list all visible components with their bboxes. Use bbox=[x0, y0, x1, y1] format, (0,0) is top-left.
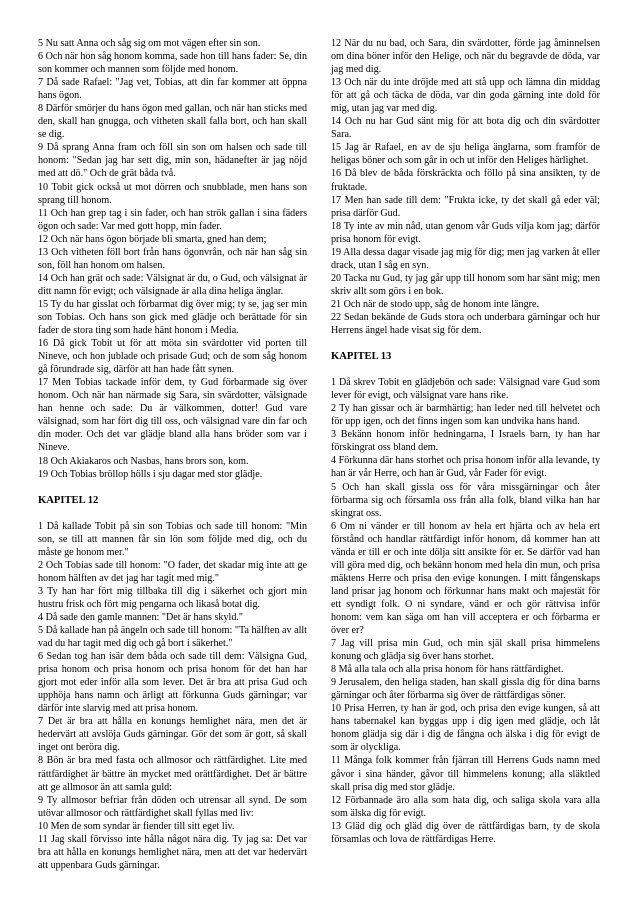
verse: 5 Då kallade han på ängeln och sade till honom: "Ta hälften av allt vad du har tagit med dig och gå bort i säkerhet." bbox=[38, 625, 307, 650]
verse: 12 Förbannade äro alla som hata dig, och saliga skola vara alla som älska dig för evigt. bbox=[331, 794, 600, 819]
verse: 9 Då sprang Anna fram och föll sin son om halsen och sade till honom: "Sedan jag har sett dig, min son, hädanefter är jag nöjd med att dö." Och de grät båda två. bbox=[38, 142, 307, 180]
verse: 2 Ty han gissar och är barmhärtig; han leder ned till helvetet och för upp igen, och det finns ingen som kan undvika hans hand. bbox=[331, 403, 600, 428]
verse: 4 Förkunna där hans storhet och prisa honom inför alla levande, ty han är vår Herre, och han är Gud, vår Fader för evigt. bbox=[331, 455, 600, 480]
verse: 2 Och Tobias sade till honom: "O fader, det skadar mig inte att ge honom hälften av det jag har tagit med mig." bbox=[38, 559, 307, 584]
verse: 13 Och vitheten föll bort från hans ögonvrån, och när han såg sin son, föll han honom om halsen. bbox=[38, 246, 307, 271]
verse: 8 Därför smörjer du hans ögon med gallan, och när han sticks med den, skall han gnugga, och vitheten skall falla bort, och han skall se dig. bbox=[38, 103, 307, 141]
verse: 10 Men de som syndar är fiender till sitt eget liv. bbox=[38, 820, 235, 832]
verse: 1 Då skrev Tobit en glädjebön och sade: Välsignad vare Gud som lever för evigt, och välsignat vare hans rike. bbox=[331, 377, 600, 402]
verse: 8 Bön är bra med fasta och allmosor och rättfärdighet. Lite med rättfärdighet är bättre än mycket med orättfärdighet. Det är bättre att ge allmosor än att samla guld: bbox=[38, 755, 307, 793]
verse: 14 Och nu har Gud sänt mig för att bota dig och din svärdotter Sara. bbox=[331, 116, 600, 141]
verse: 12 Och när hans ögon började bli smarta, gned han dem; bbox=[38, 233, 267, 245]
verse: 7 Då sade Rafael: "Jag vet, Tobias, att din far kommer att öppna hans ögon. bbox=[38, 77, 307, 102]
chapter-12-verses-continued bbox=[331, 37, 600, 337]
verse: 10 Tobit gick också ut mot dörren och snubblade, men hans son sprang till honom. bbox=[38, 181, 307, 206]
two-column-layout bbox=[38, 37, 600, 872]
verse: 11 Och han grep tag i sin fader, och han strök gallan i sina fäders ögon och sade: Var med gott hopp, min fader. bbox=[38, 207, 307, 232]
spacer bbox=[38, 481, 307, 494]
spacer bbox=[38, 507, 307, 520]
chapter-heading-12: KAPITEL 12 bbox=[38, 494, 99, 506]
verse: 4 Då sade den gamle mannen: "Det är hans skyld." bbox=[38, 611, 244, 623]
verse: 7 Jag vill prisa min Gud, och min själ skall prisa himmelens konung och glädja sig över hans storhet. bbox=[331, 638, 600, 663]
verse: 11 Många folk kommer från fjärran till Herrens Guds namn med gåvor i sina händer, gåvor till himmelens konung; alla släktled skall prisa dig med stor glädje. bbox=[331, 755, 600, 793]
chapter-heading-13: KAPITEL 13 bbox=[331, 351, 392, 363]
verse: 11 Jag skall förvisso inte hålla något nära dig. Ty jag sa: Det var bra att hålla en konungs hemlighet nära, men att det var hedervärt att uppenbara Guds gärningar. bbox=[38, 833, 307, 871]
verse: 6 Om ni vänder er till honom av hela ert hjärta och av hela ert förstånd och handlar rättfärdigt inför honom, då kommer han att vända er till er och inte dölja sitt ansikte för er. Se därför vad han vill göra med dig, och bekänn honom med hela din mun, och prisa mäktens Herre och prisa den evige konungen. I mitt fångenskaps land prisar jag honom och förkunnar hans makt och majestät för ett syndigt folk. O ni syndare, vänd er och gör rättvisa inför honom: vem kan säga om han vill acceptera er och förbarma er över er? bbox=[331, 520, 600, 637]
chapter-12-verses bbox=[38, 520, 307, 872]
verse: 3 Ty han har fört mig tillbaka till dig i säkerhet och gjort min hustru frisk och fört mig pengarna och likaså botat dig. bbox=[38, 585, 307, 610]
verse: 10 Prisa Herren, ty han är god, och prisa den evige kungen, så att hans tabernakel kan byggas upp i dig igen med glädje, och låt honom glädja sig där i dig de fångna och älska i dig för evigt de som är olyckliga. bbox=[331, 703, 600, 754]
verse: 6 Sedan tog han isär dem båda och sade till dem: Välsigna Gud, prisa honom och prisa honom och prisa honom för det han har gjort mot eder inför alla som lever. Det är bra att prisa Gud och upphöja hans namn och ärligt att förkunna Guds gärningar; var därför inte slarvig med att prisa honom. bbox=[38, 651, 307, 715]
chapter-11-verses bbox=[38, 37, 307, 481]
right-column bbox=[331, 37, 600, 872]
verse: 15 Ty du har gisslat och förbarmat dig över mig; ty se, jag ser min son Tobias. Och hans son gick med glädje och berättade för sin fader de stora ting som hade hänt honom i Media. bbox=[38, 298, 307, 337]
verse: 15 Jag är Rafael, en av de sju heliga änglarna, som framför de heligas böner och som går in och ut inför den Heliges härlighet. bbox=[331, 142, 600, 167]
verse: 17 Men han sade till dem: "Frukta icke, ty det skall gå eder väl; prisa därför Gud. bbox=[331, 194, 600, 219]
spacer bbox=[331, 337, 600, 350]
verse: 13 Gläd dig och gläd dig över de rättfärdigas barn, ty de skola församlas och lova de rättfärdigas Herre. bbox=[331, 820, 600, 845]
verse: 6 Och när hon såg honom komma, sade hon till hans fader: Se, din son kommer och mannen som följde med honom. bbox=[38, 51, 307, 76]
verse: 12 När du nu bad, och Sara, din svärdotter, förde jag åminnelsen om dina böner inför den Helige, och när du begravde de döda, var jag med dig. bbox=[331, 38, 600, 76]
verse: 19 Och Tobias bröllop hölls i sju dagar med stor glädje. bbox=[38, 468, 263, 480]
left-column bbox=[38, 37, 307, 872]
verse: 5 Nu satt Anna och såg sig om mot vägen efter sin son. bbox=[38, 38, 261, 49]
verse: 17 Men Tobias tackade inför dem, ty Gud förbarmade sig över honom. Och när han närmade sig Sara, sin svärdotter, välsignade han henne och sade: Du är välkommen, dotter! Gud vare välsignad, som har fört dig till oss, och välsignad vare din far och din moder. Och det var glädje bland alla hans bröder som var i Nineve. bbox=[38, 377, 307, 454]
verse: 18 Och Akiakaros och Nasbas, hans brors son, kom. bbox=[38, 455, 249, 467]
verse: 16 Då gick Tobit ut för att möta sin svärdotter vid porten till Nineve, och hon jublade och prisade Gud; och de som såg honom gå förundrade sig, därför att han hade fått synen. bbox=[38, 338, 307, 376]
verse: 20 Tacka nu Gud, ty jag går upp till honom som har sänt mig; men skriv allt som görs i en bok. bbox=[331, 272, 600, 297]
verse: 3 Bekänn honom inför hedningarna, I Israels barn, ty han har förskingrat oss bland dem. bbox=[331, 429, 600, 454]
chapter-13-verses bbox=[331, 376, 600, 846]
verse: 9 Ty allmosor befriar från döden och utrensar all synd. De som utövar allmosor och rättfärdighet skall fyllas med liv: bbox=[38, 794, 307, 819]
verse: 7 Det är bra att hålla en konungs hemlighet nära, men det är hedervärt att avslöja Guds gärningar. Gör det som är gott, så skall inget ont beröra dig. bbox=[38, 716, 307, 754]
verse: 14 Och han grät och sade: Välsignat är du, o Gud, och välsignat är ditt namn för evigt; och välsignade är alla dina heliga änglar. bbox=[38, 272, 307, 297]
verse: 16 Då blev de båda förskräckta och föllo på sina ansikten, ty de fruktade. bbox=[331, 168, 600, 193]
verse: 22 Sedan bekände de Guds stora och underbara gärningar och hur Herrens ängel hade visat sig för dem. bbox=[331, 311, 600, 337]
verse: 13 Och när du inte dröjde med att stå upp och lämna din middag för att gå och täcka de döda, var din goda gärning inte dold för mig, utan jag var med dig. bbox=[331, 77, 600, 115]
verse: 1 Då kallade Tobit på sin son Tobias och sade till honom: "Min son, se till att mannen får sin lön som följde med dig, och du måste ge honom mer." bbox=[38, 520, 307, 558]
verse: 19 Alla dessa dagar visade jag mig för dig; men jag varken åt eller drack, utan I såg en syn. bbox=[331, 246, 600, 271]
verse: 8 Må alla tala och alla prisa honom för hans rättfärdighet. bbox=[331, 664, 564, 676]
verse: 5 Och han skall gissla oss för våra missgärningar och åter förbarma sig och församla oss från alla folk, bland vilka han har skingrat oss. bbox=[331, 481, 600, 519]
verse: 9 Jerusalem, den heliga staden, han skall gissla dig för dina barns gärningar och åter förbarma sig över de rättfärdigas söner. bbox=[331, 677, 600, 702]
verse: 21 Och när de stodo upp, såg de honom inte längre. bbox=[331, 298, 539, 310]
verse: 18 Ty inte av min nåd, utan genom vår Guds vilja kom jag; därför prisa honom för evigt. bbox=[331, 220, 600, 245]
spacer bbox=[331, 363, 600, 376]
